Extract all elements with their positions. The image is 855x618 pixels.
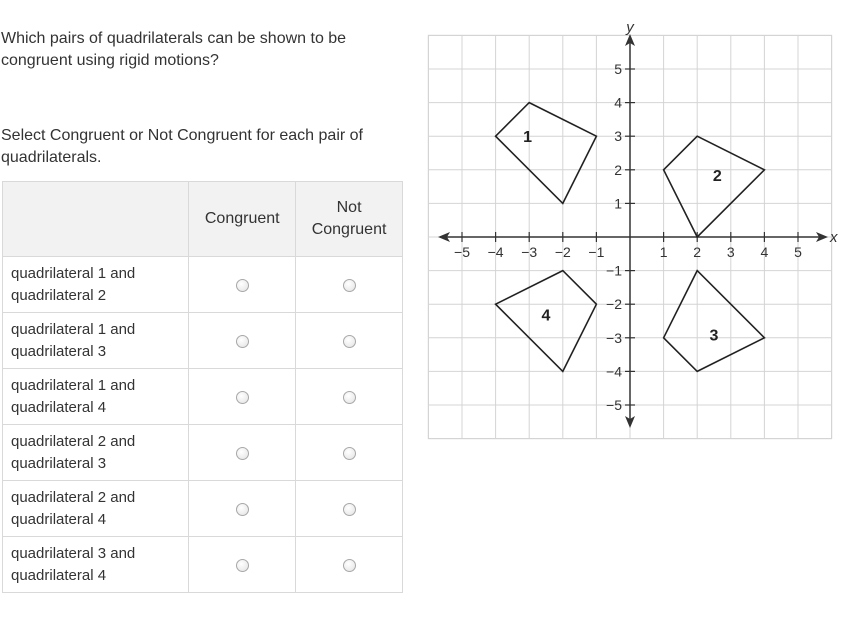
row-label: quadrilateral 1 and quadrilateral 4	[3, 369, 189, 425]
not-congruent-cell	[296, 257, 403, 313]
not-congruent-radio[interactable]	[343, 391, 356, 404]
congruent-cell	[189, 257, 296, 313]
coordinate-plane	[436, 20, 836, 440]
row-label: quadrilateral 3 and quadrilateral 4	[3, 537, 189, 593]
question-instruction: Select Congruent or Not Congruent for each pair of quadrilaterals.	[1, 127, 363, 166]
quadrilateral-label: 2	[712, 167, 722, 185]
question-prompt: Which pairs of quadrilaterals can be shown to be congruent using rigid motions?	[1, 30, 347, 69]
x-tick-label: −2	[554, 244, 571, 260]
quadrilateral-2	[664, 136, 765, 237]
quadrilateral-label: 3	[709, 327, 719, 345]
x-tick-label: 3	[726, 244, 735, 260]
y-tick-label: 4	[614, 94, 622, 111]
congruent-cell	[189, 481, 296, 537]
congruent-radio[interactable]	[236, 503, 249, 516]
row-label: quadrilateral 2 and quadrilateral 4	[3, 481, 189, 537]
congruent-radio[interactable]	[236, 335, 249, 348]
congruent-cell	[189, 369, 296, 425]
header-congruent: Congruent	[189, 182, 296, 257]
quadrilateral-label: 4	[541, 307, 551, 325]
quadrilateral-3	[664, 271, 765, 372]
congruent-radio[interactable]	[236, 279, 249, 292]
y-tick-label: 2	[614, 161, 622, 178]
y-tick-label: −1	[606, 262, 622, 279]
congruent-radio[interactable]	[236, 447, 249, 460]
y-tick-label: −2	[606, 296, 622, 313]
row-label: quadrilateral 2 and quadrilateral 3	[3, 425, 189, 481]
y-tick-label: 5	[614, 61, 622, 77]
row-label: quadrilateral 1 and quadrilateral 3	[3, 313, 189, 369]
x-tick-label: 2	[693, 244, 702, 260]
congruent-cell	[189, 313, 296, 369]
not-congruent-cell	[296, 481, 403, 537]
x-tick-label: 1	[659, 244, 668, 260]
x-tick-label: −3	[521, 244, 538, 260]
not-congruent-radio[interactable]	[343, 559, 356, 572]
y-tick-label: −5	[606, 397, 622, 413]
not-congruent-cell	[296, 425, 403, 481]
answer-table	[2, 181, 403, 593]
not-congruent-cell	[296, 313, 403, 369]
table-row	[3, 537, 403, 593]
table-row	[3, 425, 403, 481]
y-tick-label: −3	[606, 329, 622, 346]
x-tick-label: −1	[588, 244, 605, 260]
quadrilateral-1	[496, 103, 597, 204]
congruent-cell	[189, 537, 296, 593]
x-axis-label: x	[830, 229, 838, 246]
x-tick-label: 5	[794, 244, 802, 260]
quadrilateral-label: 1	[523, 129, 532, 147]
table-row	[3, 257, 403, 313]
y-tick-label: 3	[614, 128, 622, 145]
header-empty	[3, 182, 189, 257]
x-tick-label: −5	[454, 244, 470, 260]
not-congruent-cell	[296, 537, 403, 593]
table-header-row	[3, 182, 403, 257]
x-tick-label: −4	[487, 244, 504, 260]
congruent-cell	[189, 425, 296, 481]
y-axis-label: y	[626, 19, 634, 36]
not-congruent-radio[interactable]	[343, 503, 356, 516]
table-row	[3, 369, 403, 425]
congruent-radio[interactable]	[236, 559, 249, 572]
not-congruent-radio[interactable]	[343, 447, 356, 460]
y-tick-label: −4	[606, 363, 622, 380]
not-congruent-radio[interactable]	[343, 335, 356, 348]
table-row	[3, 313, 403, 369]
axes	[438, 34, 828, 428]
header-not-congruent: Not Congruent	[296, 182, 403, 257]
row-label: quadrilateral 1 and quadrilateral 2	[3, 257, 189, 313]
not-congruent-radio[interactable]	[343, 279, 356, 292]
congruent-radio[interactable]	[236, 391, 249, 404]
tick-labels	[454, 19, 838, 413]
x-tick-label: 4	[760, 244, 769, 260]
y-tick-label: 1	[614, 195, 622, 212]
not-congruent-cell	[296, 369, 403, 425]
table-row	[3, 481, 403, 537]
